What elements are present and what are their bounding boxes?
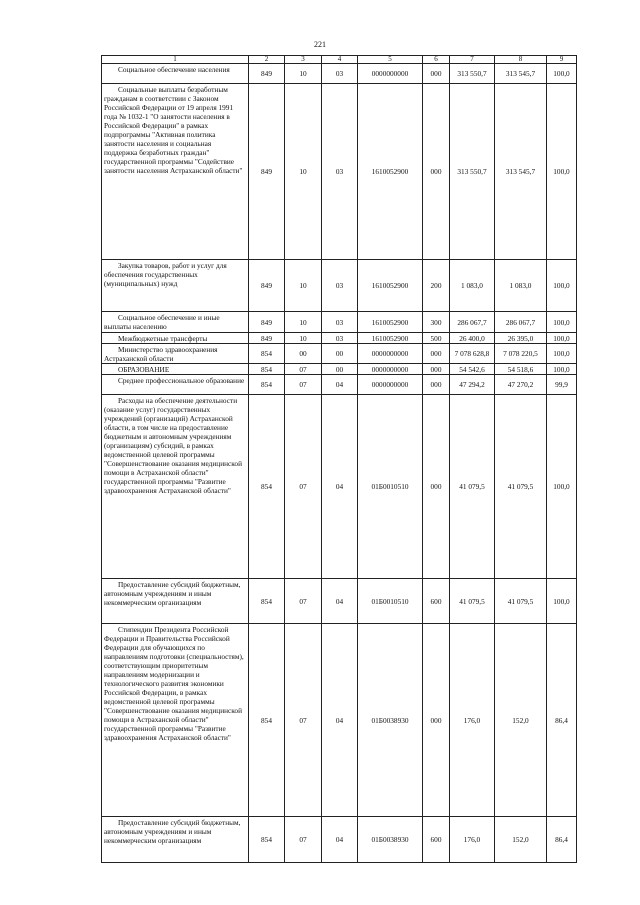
expense-type-code: 500: [423, 333, 450, 344]
expense-type-code: 000: [423, 364, 450, 375]
table-row: [102, 624, 577, 817]
expense-type-code: 000: [423, 64, 450, 84]
row-name: Расходы на обеспечение деятельности (оказание услуг) государственных учреждений (организаций) Астраханской области, в том числе на предоставление бюджетным и автономным учреждениям (организациям) субсидий, в рамках ведомственной целевой программы "Совершенствование оказания медицинской помощи в Астраханской области" государственной программы "Развитие здравоохранения Астраханской области": [104, 396, 242, 495]
row-name: Закупка товаров, работ и услуг для обеспечения государственных (муниципальных) нужд: [104, 261, 227, 288]
target-article-code: 1610052900: [358, 260, 423, 312]
column-number: 1: [102, 56, 249, 64]
row-name-cell: [102, 375, 249, 395]
subsection-code: 03: [322, 333, 358, 344]
column-number-row: [102, 56, 577, 64]
grbs-code: 854: [249, 624, 285, 817]
actual-amount: 313 545,7: [495, 84, 547, 260]
section-code: 10: [285, 312, 322, 333]
execution-percent: 100,0: [547, 395, 577, 579]
expense-type-code: 000: [423, 84, 450, 260]
table-row: [102, 375, 577, 395]
row-name: Предоставление субсидий бюджетным, автономным учреждениям и иным некоммерческим организациям: [104, 580, 241, 607]
expense-type-code: 000: [423, 344, 450, 364]
plan-amount: 1 083,0: [450, 260, 495, 312]
expense-type-code: 600: [423, 579, 450, 624]
row-name: Социальное обеспечение и иные выплаты населению: [104, 313, 220, 331]
table-row: [102, 260, 577, 312]
subsection-code: 03: [322, 84, 358, 260]
grbs-code: 854: [249, 817, 285, 863]
expense-type-code: 000: [423, 375, 450, 395]
target-article-code: 01Б0010510: [358, 579, 423, 624]
expense-type-code: 200: [423, 260, 450, 312]
subsection-code: 04: [322, 375, 358, 395]
plan-amount: 7 078 628,8: [450, 344, 495, 364]
grbs-code: 849: [249, 312, 285, 333]
column-number: 6: [423, 56, 450, 64]
plan-amount: 176,0: [450, 817, 495, 863]
column-number: 4: [322, 56, 358, 64]
row-name: Предоставление субсидий бюджетным, автономным учреждениям и иным некоммерческим организациям: [104, 818, 241, 845]
row-name: Социальные выплаты безработным гражданам в соответствии с Законом Российской Федерации от 19 апреля 1991 года № 1032-1 "О занятости населения в Российской Федерации" в рамках подпрограммы "Активная политика занятости населения и социальная поддержка безработных граждан" государственной программы "Содействие занятости населения Астраханской области": [104, 85, 243, 175]
plan-amount: 286 067,7: [450, 312, 495, 333]
table-body: [102, 56, 577, 863]
plan-amount: 313 550,7: [450, 84, 495, 260]
plan-amount: 313 550,7: [450, 64, 495, 84]
actual-amount: 313 545,7: [495, 64, 547, 84]
actual-amount: 54 518,6: [495, 364, 547, 375]
grbs-code: 854: [249, 364, 285, 375]
target-article-code: 0000000000: [358, 375, 423, 395]
section-code: 07: [285, 364, 322, 375]
column-number: 2: [249, 56, 285, 64]
row-name-cell: [102, 344, 249, 364]
row-name-cell: [102, 333, 249, 344]
grbs-code: 854: [249, 395, 285, 579]
column-number: 9: [547, 56, 577, 64]
plan-amount: 41 079,5: [450, 579, 495, 624]
row-name: ОБРАЗОВАНИЕ: [118, 365, 170, 374]
section-code: 07: [285, 624, 322, 817]
subsection-code: 03: [322, 312, 358, 333]
target-article-code: 0000000000: [358, 64, 423, 84]
column-number: 7: [450, 56, 495, 64]
section-code: 00: [285, 344, 322, 364]
row-name: Среднее профессиональное образование: [118, 376, 245, 385]
execution-percent: 100,0: [547, 312, 577, 333]
page-number: 221: [314, 40, 326, 49]
expense-type-code: 300: [423, 312, 450, 333]
actual-amount: 26 395,0: [495, 333, 547, 344]
actual-amount: 152,0: [495, 624, 547, 817]
table-row: [102, 333, 577, 344]
plan-amount: 26 400,0: [450, 333, 495, 344]
actual-amount: 286 067,7: [495, 312, 547, 333]
section-code: 10: [285, 64, 322, 84]
target-article-code: 0000000000: [358, 364, 423, 375]
target-article-code: 01Б0038930: [358, 624, 423, 817]
grbs-code: 854: [249, 344, 285, 364]
budget-table: [101, 55, 577, 863]
row-name-cell: [102, 624, 249, 817]
column-number: 8: [495, 56, 547, 64]
grbs-code: 849: [249, 84, 285, 260]
subsection-code: 04: [322, 395, 358, 579]
target-article-code: 1610052900: [358, 84, 423, 260]
target-article-code: 0000000000: [358, 344, 423, 364]
actual-amount: 7 078 220,5: [495, 344, 547, 364]
table-row: [102, 64, 577, 84]
table-row: [102, 817, 577, 863]
table-row: [102, 84, 577, 260]
execution-percent: 100,0: [547, 84, 577, 260]
execution-percent: 86,4: [547, 817, 577, 863]
execution-percent: 100,0: [547, 344, 577, 364]
section-code: 07: [285, 579, 322, 624]
row-name-cell: [102, 364, 249, 375]
execution-percent: 100,0: [547, 579, 577, 624]
table-row: [102, 364, 577, 375]
actual-amount: 152,0: [495, 817, 547, 863]
row-name-cell: [102, 312, 249, 333]
table-row: [102, 395, 577, 579]
subsection-code: 04: [322, 579, 358, 624]
row-name-cell: [102, 817, 249, 863]
section-code: 10: [285, 84, 322, 260]
row-name: Министерство здравоохранения Астраханской области: [104, 345, 218, 363]
section-code: 10: [285, 333, 322, 344]
section-code: 07: [285, 395, 322, 579]
row-name-cell: [102, 395, 249, 579]
section-code: 10: [285, 260, 322, 312]
actual-amount: 41 079,5: [495, 579, 547, 624]
target-article-code: 01Б0038930: [358, 817, 423, 863]
plan-amount: 54 542,6: [450, 364, 495, 375]
section-code: 07: [285, 375, 322, 395]
execution-percent: 100,0: [547, 260, 577, 312]
row-name-cell: [102, 84, 249, 260]
row-name: Стипендии Президента Российской Федерации и Правительства Российской Федерации для обучающихся по направлениям подготовки (специальностям), соответствующим приоритетным направлениям модернизации и технологического развития экономики Российской Федерации, в рамках ведомственной целевой программы "Совершенствование оказания медицинской помощи в Астраханской области" государственной программы "Развитие здравоохранения Астраханской области": [104, 625, 244, 742]
subsection-code: 03: [322, 64, 358, 84]
plan-amount: 176,0: [450, 624, 495, 817]
grbs-code: 849: [249, 64, 285, 84]
section-code: 07: [285, 817, 322, 863]
expense-type-code: 000: [423, 395, 450, 579]
row-name-cell: [102, 579, 249, 624]
execution-percent: 86,4: [547, 624, 577, 817]
subsection-code: 00: [322, 364, 358, 375]
table-row: [102, 579, 577, 624]
actual-amount: 47 270,2: [495, 375, 547, 395]
row-name: Межбюджетные трансферты: [118, 334, 208, 343]
expense-type-code: 600: [423, 817, 450, 863]
table-row: [102, 312, 577, 333]
plan-amount: 41 079,5: [450, 395, 495, 579]
target-article-code: 1610052900: [358, 312, 423, 333]
row-name-cell: [102, 260, 249, 312]
actual-amount: 41 079,5: [495, 395, 547, 579]
execution-percent: 100,0: [547, 64, 577, 84]
row-name: Социальное обеспечение населения: [118, 65, 230, 74]
grbs-code: 849: [249, 333, 285, 344]
expense-type-code: 000: [423, 624, 450, 817]
target-article-code: 01Б0010510: [358, 395, 423, 579]
subsection-code: 03: [322, 260, 358, 312]
plan-amount: 47 294,2: [450, 375, 495, 395]
grbs-code: 854: [249, 579, 285, 624]
subsection-code: 04: [322, 817, 358, 863]
execution-percent: 99,9: [547, 375, 577, 395]
grbs-code: 854: [249, 375, 285, 395]
execution-percent: 100,0: [547, 333, 577, 344]
target-article-code: 1610052900: [358, 333, 423, 344]
column-number: 3: [285, 56, 322, 64]
subsection-code: 04: [322, 624, 358, 817]
execution-percent: 100,0: [547, 364, 577, 375]
grbs-code: 849: [249, 260, 285, 312]
actual-amount: 1 083,0: [495, 260, 547, 312]
column-number: 5: [358, 56, 423, 64]
row-name-cell: [102, 64, 249, 84]
table-row: [102, 344, 577, 364]
subsection-code: 00: [322, 344, 358, 364]
